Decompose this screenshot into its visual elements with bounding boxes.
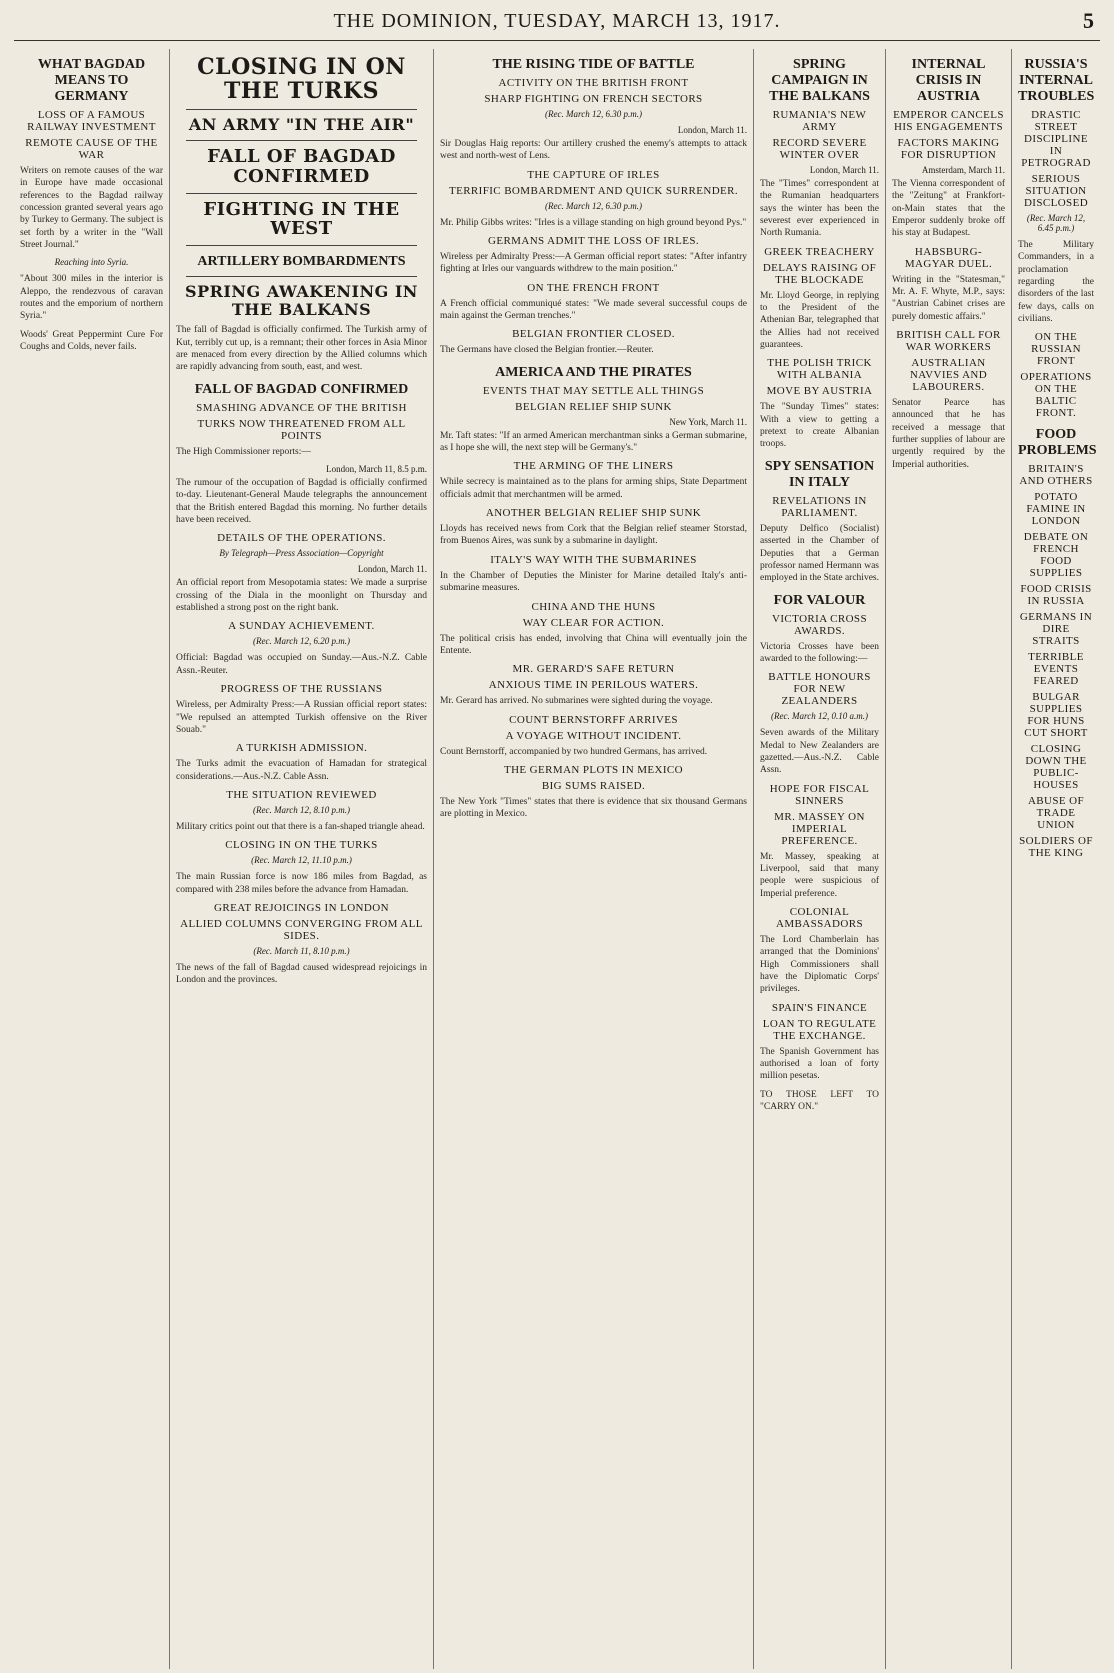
article-body: The New York "Times" states that there is evidence that six thousand Germans are plotting in Mexico. — [440, 796, 747, 820]
deck: THE ARMING OF THE LINERS — [513, 460, 674, 473]
deck: EVENTS THAT MAY SETTLE ALL THINGS — [482, 384, 705, 397]
article-body: An official report from Mesopotamia states: We made a surprise crossing of the Diala in the moonlight on Thursday and established a strong post on the right bank. — [176, 578, 427, 614]
deck: ANOTHER BELGIAN RELIEF SHIP SUNK — [485, 507, 702, 520]
masthead — [14, 0, 1100, 41]
column-5 — [886, 49, 1012, 1669]
deck: SOLDIERS OF THE KING — [1019, 835, 1093, 860]
article-body: Victoria Crosses have been awarded to the following:— — [760, 641, 879, 664]
deck: THE CAPTURE OF IRLES — [527, 168, 660, 181]
deck: GREEK TREACHERY — [764, 245, 875, 258]
deck: MR. MASSEY ON IMPERIAL PREFERENCE. — [774, 810, 865, 847]
article-body: The Germans have closed the Belgian frontier.—Reuter. — [440, 345, 654, 356]
article-body: Seven awards of the Military Medal to New Zealanders are gazetted.—Aus.-N.Z. Cable Assn. — [760, 728, 879, 776]
deck: ANXIOUS TIME IN PERILOUS WATERS. — [488, 679, 699, 692]
headline: AN ARMY "IN THE AIR" — [188, 115, 415, 135]
deck: OPERATIONS ON THE BALTIC FRONT. — [1020, 371, 1092, 420]
headline: FALL OF BAGDAD CONFIRMED — [207, 145, 396, 187]
deck: ON THE FRENCH FRONT — [527, 281, 660, 294]
deck: A VOYAGE WITHOUT INCIDENT. — [505, 729, 682, 742]
article-body: Senator Pearce has announced that he has received a message that further supplies of labour are urgently required by the Imperial authorities. — [892, 398, 1005, 470]
column-6 — [1012, 49, 1100, 1669]
article-body: The Lord Chamberlain has arranged that the Dominions' High Commissioners shall have the Diplomatic Corps' privileges. — [760, 934, 879, 995]
article-body: Mr. Philip Gibbs writes: "Irles is a village standing on high ground beyond Pys." — [440, 217, 747, 228]
deck: TERRIBLE EVENTS FEARED — [1028, 651, 1084, 688]
deck: HABSBURG-MAGYAR DUEL. — [904, 245, 993, 270]
rule — [186, 276, 417, 277]
deck: PROGRESS OF THE RUSSIANS — [220, 683, 383, 696]
article-body: Wireless, per Admiralty Press:—A Russian official report states: "We repulsed an attempted Turkish offensive on the River Souab." — [176, 700, 427, 735]
deck: GERMANS ADMIT THE LOSS OF IRLES. — [487, 235, 700, 248]
deck: AUSTRALIAN NAVVIES AND LABOURERS. — [909, 357, 988, 394]
subhead: (Rec. March 12, 6.20 p.m.) — [253, 636, 350, 647]
columns — [14, 49, 1100, 1669]
subhead: (Rec. March 12, 6.45 p.m.) — [1026, 213, 1086, 233]
article-body: The political crisis has ended, involving that China will eventually join the Entente. — [440, 633, 747, 656]
masthead-title: THE DOMINION, TUESDAY, MARCH 13, 1917. — [333, 10, 781, 32]
deck: WAY CLEAR FOR ACTION. — [522, 616, 665, 629]
rule — [186, 193, 417, 194]
deck: ACTIVITY ON THE BRITISH FRONT — [498, 77, 689, 89]
deck: CLOSING DOWN THE PUBLIC-HOUSES — [1025, 743, 1087, 792]
headline: AMERICA AND THE PIRATES — [495, 364, 692, 380]
deck: RUMANIA'S NEW ARMY — [772, 109, 867, 133]
article-body: The "Sunday Times" states: With a view to getting a pretext to create Albanian troops. — [760, 402, 879, 450]
article-body: The Turks admit the evacuation of Hamadan for strategical considerations.—Aus.-N.Z. Cable Assn. — [176, 759, 427, 782]
advert: TO THOSE LEFT TO "CARRY ON." — [760, 1089, 879, 1113]
headline: ARTILLERY BOMBARDMENTS — [197, 254, 406, 270]
dateline: London, March 11, 8.5 p.m. — [326, 464, 427, 475]
deck: COLONIAL AMBASSADORS — [776, 905, 863, 930]
subhead: (Rec. March 12, 0.10 a.m.) — [771, 711, 868, 722]
deck: COUNT BERNSTORFF ARRIVES — [509, 713, 678, 726]
headline: WHAT BAGDAD MEANS TO GERMANY — [37, 57, 146, 104]
deck: RECORD SEVERE WINTER OVER — [772, 137, 867, 161]
deck: ALLIED COLUMNS CONVERGING FROM ALL SIDES. — [180, 917, 423, 942]
deck: SMASHING ADVANCE OF THE BRITISH — [196, 401, 407, 414]
deck: ABUSE OF TRADE UNION — [1027, 795, 1085, 832]
deck: BELGIAN FRONTIER CLOSED. — [512, 328, 675, 341]
deck: BRITAIN'S AND OTHERS — [1019, 463, 1093, 488]
article-body: The rumour of the occupation of Bagdad is officially confirmed to-day. Lieutenant-General Maude telegraphs the announcement that the British entered Bagdad this morning. No further details have been received. — [176, 478, 427, 526]
column-2 — [170, 49, 434, 1669]
subhead: (Rec. March 12, 8.10 p.m.) — [253, 804, 350, 815]
headline: FIGHTING IN THE WEST — [203, 198, 400, 240]
deck: TURKS NOW THREATENED FROM ALL POINTS — [197, 417, 406, 442]
deck: LOAN TO REGULATE THE EXCHANGE. — [762, 1017, 877, 1042]
article-body: Deputy Delfico (Socialist) asserted in the Chamber of Deputies that a German professor named Hermann was employed in the State archives. — [760, 523, 879, 584]
article-body: The main Russian force is now 186 miles from Bagdad, as compared with 238 miles before the advance from Hamadan. — [176, 872, 427, 895]
deck: CHINA AND THE HUNS — [531, 600, 656, 613]
article-body: The High Commissioner reports:— — [176, 446, 311, 457]
dateline: London, March 11. — [677, 125, 747, 135]
headline: SPRING AWAKENING IN THE BALKANS — [185, 282, 418, 319]
deck: GREAT REJOICINGS IN LONDON — [214, 901, 389, 914]
deck: MOVE BY AUSTRIA — [766, 385, 873, 398]
deck: REVELATIONS IN PARLIAMENT. — [772, 494, 867, 519]
subhead: Reaching into Syria. — [54, 257, 129, 268]
article-body: In the Chamber of Deputies the Minister for Marine detailed Italy's anti-submarine measures. — [440, 570, 747, 594]
deck: MR. GERARD'S SAFE RETURN — [512, 663, 675, 676]
deck: THE GERMAN PLOTS IN MEXICO — [503, 763, 684, 776]
article-body: Mr. Lloyd George, in replying to the President of the Athenian Bar, telegraphed that the Allies had not received guarantees. — [760, 290, 879, 351]
subhead: (Rec. March 12, 6.30 p.m.) — [545, 109, 642, 119]
deck: THE POLISH TRICK WITH ALBANIA — [767, 357, 872, 382]
dateline: New York, March 11. — [669, 416, 747, 427]
deck: SPAIN'S FINANCE — [771, 1001, 868, 1014]
deck: FACTORS MAKING FOR DISRUPTION — [897, 137, 1000, 161]
deck: BULGAR SUPPLIES FOR HUNS CUT SHORT — [1024, 691, 1088, 740]
dateline: Amsterdam, March 11. — [921, 165, 1005, 175]
column-1 — [14, 49, 170, 1669]
article-body: A French official communiqué states: "We made several successful coups de main against the German trenches." — [440, 298, 747, 322]
article-body: The Military Commanders, in a proclamation regarding the disorders of the last few days, calls on civilians. — [1018, 240, 1094, 325]
deck: SERIOUS SITUATION DISCLOSED — [1023, 173, 1089, 209]
deck: BATTLE HONOURS FOR NEW ZEALANDERS — [768, 671, 871, 708]
article-body: Writing in the "Statesman," Mr. A. F. Whyte, M.P., says: "Austrian Cabinet crises are purely domestic affairs." — [892, 274, 1005, 322]
deck: A TURKISH ADMISSION. — [235, 742, 368, 755]
headline: CLOSING IN ON THE TURKS — [197, 54, 406, 105]
deck: ITALY'S WAY WITH THE SUBMARINES — [490, 553, 697, 566]
deck: GERMANS IN DIRE STRAITS — [1019, 611, 1093, 648]
deck: HOPE FOR FISCAL SINNERS — [769, 782, 870, 807]
deck: SHARP FIGHTING ON FRENCH SECTORS — [484, 93, 703, 105]
article-body: The news of the fall of Bagdad caused widespread rejoicings in London and the provinces. — [176, 962, 427, 986]
article-body: Official: Bagdad was occupied on Sunday.—Aus.-N.Z. Cable Assn.-Reuter. — [176, 653, 427, 676]
article-body: "About 300 miles in the interior is Aleppo, the rendezvous of caravan routes and the emporium of northern Syria." — [20, 274, 163, 322]
column-4 — [754, 49, 886, 1669]
deck: POTATO FAMINE IN LONDON — [1026, 491, 1086, 528]
headline: FOOD PROBLEMS — [1018, 427, 1097, 459]
subhead: (Rec. March 12, 11.10 p.m.) — [251, 855, 352, 866]
deck: TERRIFIC BOMBARDMENT AND QUICK SURRENDER. — [448, 184, 739, 197]
article-body: Lloyds has received news from Cork that the Belgian relief steamer Storstad, from Buenos Aires, was sunk by a submarine in daylight. — [440, 524, 747, 547]
article-body: Wireless per Admiralty Press:—A German official report states: "After infantry fighting at Irles our vanguards withdrew to the main position." — [440, 252, 747, 275]
rule — [186, 109, 417, 110]
deck: DELAYS RAISING OF THE BLOCKADE — [762, 261, 877, 286]
advert: Woods' Great Peppermint Cure For Coughs and Colds, never fails. — [20, 329, 163, 353]
article-body: Mr. Massey, speaking at Liverpool, said that many people were suspicious of Imperial preference. — [760, 851, 879, 899]
deck: LOSS OF A FAMOUS RAILWAY INVESTMENT — [27, 109, 156, 133]
headline: SPY SENSATION IN ITALY — [764, 458, 875, 490]
article-body: Sir Douglas Haig reports: Our artillery crushed the enemy's attempts to attack west and north-west of Lens. — [440, 139, 747, 162]
dateline: London, March 11. — [809, 165, 879, 175]
article-body: The "Times" correspondent at the Rumanian headquarters says the winter has been the severest ever experienced in North Rumania. — [760, 179, 879, 239]
subhead: (Rec. March 12, 6.30 p.m.) — [545, 200, 642, 211]
subhead: (Rec. March 11, 8.10 p.m.) — [253, 945, 350, 956]
headline: INTERNAL CRISIS IN AUSTRIA — [911, 57, 986, 104]
deck: BRITISH CALL FOR WAR WORKERS — [896, 329, 1001, 354]
headline: SPRING CAMPAIGN IN THE BALKANS — [769, 57, 870, 104]
headline: RUSSIA'S INTERNAL TROUBLES — [1018, 57, 1095, 104]
dateline: London, March 11. — [357, 564, 427, 575]
deck: CLOSING IN ON THE TURKS — [225, 839, 378, 852]
column-3 — [434, 49, 754, 1669]
deck: DEBATE ON FRENCH FOOD SUPPLIES — [1023, 531, 1089, 580]
article-body: Mr. Gerard has arrived. No submarines were sighted during the voyage. — [440, 696, 713, 707]
article-body: The Vienna correspondent of the "Zeitung" at Frankfort-on-Main states that the Emperor suddenly broke off his stay at Budapest. — [892, 179, 1005, 239]
article-body: Writers on remote causes of the war in Europe have made occasional references to the Bagdad railway concession granted several years ago by Turkey to Germany. The subject is set forth by a writer in the "Wall Street Journal." — [20, 166, 164, 251]
deck: THE SITUATION REVIEWED — [226, 788, 377, 801]
page-number: 5 — [1083, 8, 1094, 33]
rule — [186, 245, 417, 246]
headline: THE RISING TIDE OF BATTLE — [492, 57, 695, 72]
article-body: While secrecy is maintained as to the plans for arming ships, State Department officials admit that merchantmen will be armed. — [440, 477, 747, 500]
headline: FALL OF BAGDAD CONFIRMED — [194, 381, 409, 397]
deck: DETAILS OF THE OPERATIONS. — [217, 532, 386, 545]
deck: A SUNDAY ACHIEVEMENT. — [228, 620, 375, 633]
article-body: Mr. Taft states: "If an armed American merchantman sinks a German submarine, as I hope she will, the next step will be Germany's." — [440, 430, 747, 454]
deck: BELGIAN RELIEF SHIP SUNK — [515, 400, 672, 413]
deck: EMPEROR CANCELS HIS ENGAGEMENTS — [893, 109, 1004, 133]
deck: REMOTE CAUSE OF THE WAR — [25, 137, 158, 161]
deck: DRASTIC STREET DISCIPLINE IN PETROGRAD — [1021, 109, 1091, 169]
deck: ON THE RUSSIAN FRONT — [1031, 331, 1081, 368]
deck: FOOD CRISIS IN RUSSIA — [1020, 583, 1092, 608]
article-body: Military critics point out that there is a fan-shaped triangle ahead. — [176, 821, 425, 832]
deck: VICTORIA CROSS AWARDS. — [772, 612, 867, 637]
article-body: The Spanish Government has authorised a loan of forty million pesetas. — [760, 1046, 879, 1082]
rule — [186, 140, 417, 141]
article-body: The fall of Bagdad is officially confirmed. The Turkish army of Kut, terribly cut up, is a remnant; their other forces in Asia Minor are menaced from every direction by the Allied columns which are rapidly advancing from south, east, and west. — [176, 325, 427, 373]
deck: BIG SUMS RAISED. — [541, 779, 646, 792]
subhead: By Telegraph—Press Association—Copyright — [219, 548, 384, 559]
headline: FOR VALOUR — [773, 592, 866, 608]
article-body: Count Bernstorff, accompanied by two hundred Germans, has arrived. — [440, 746, 708, 757]
